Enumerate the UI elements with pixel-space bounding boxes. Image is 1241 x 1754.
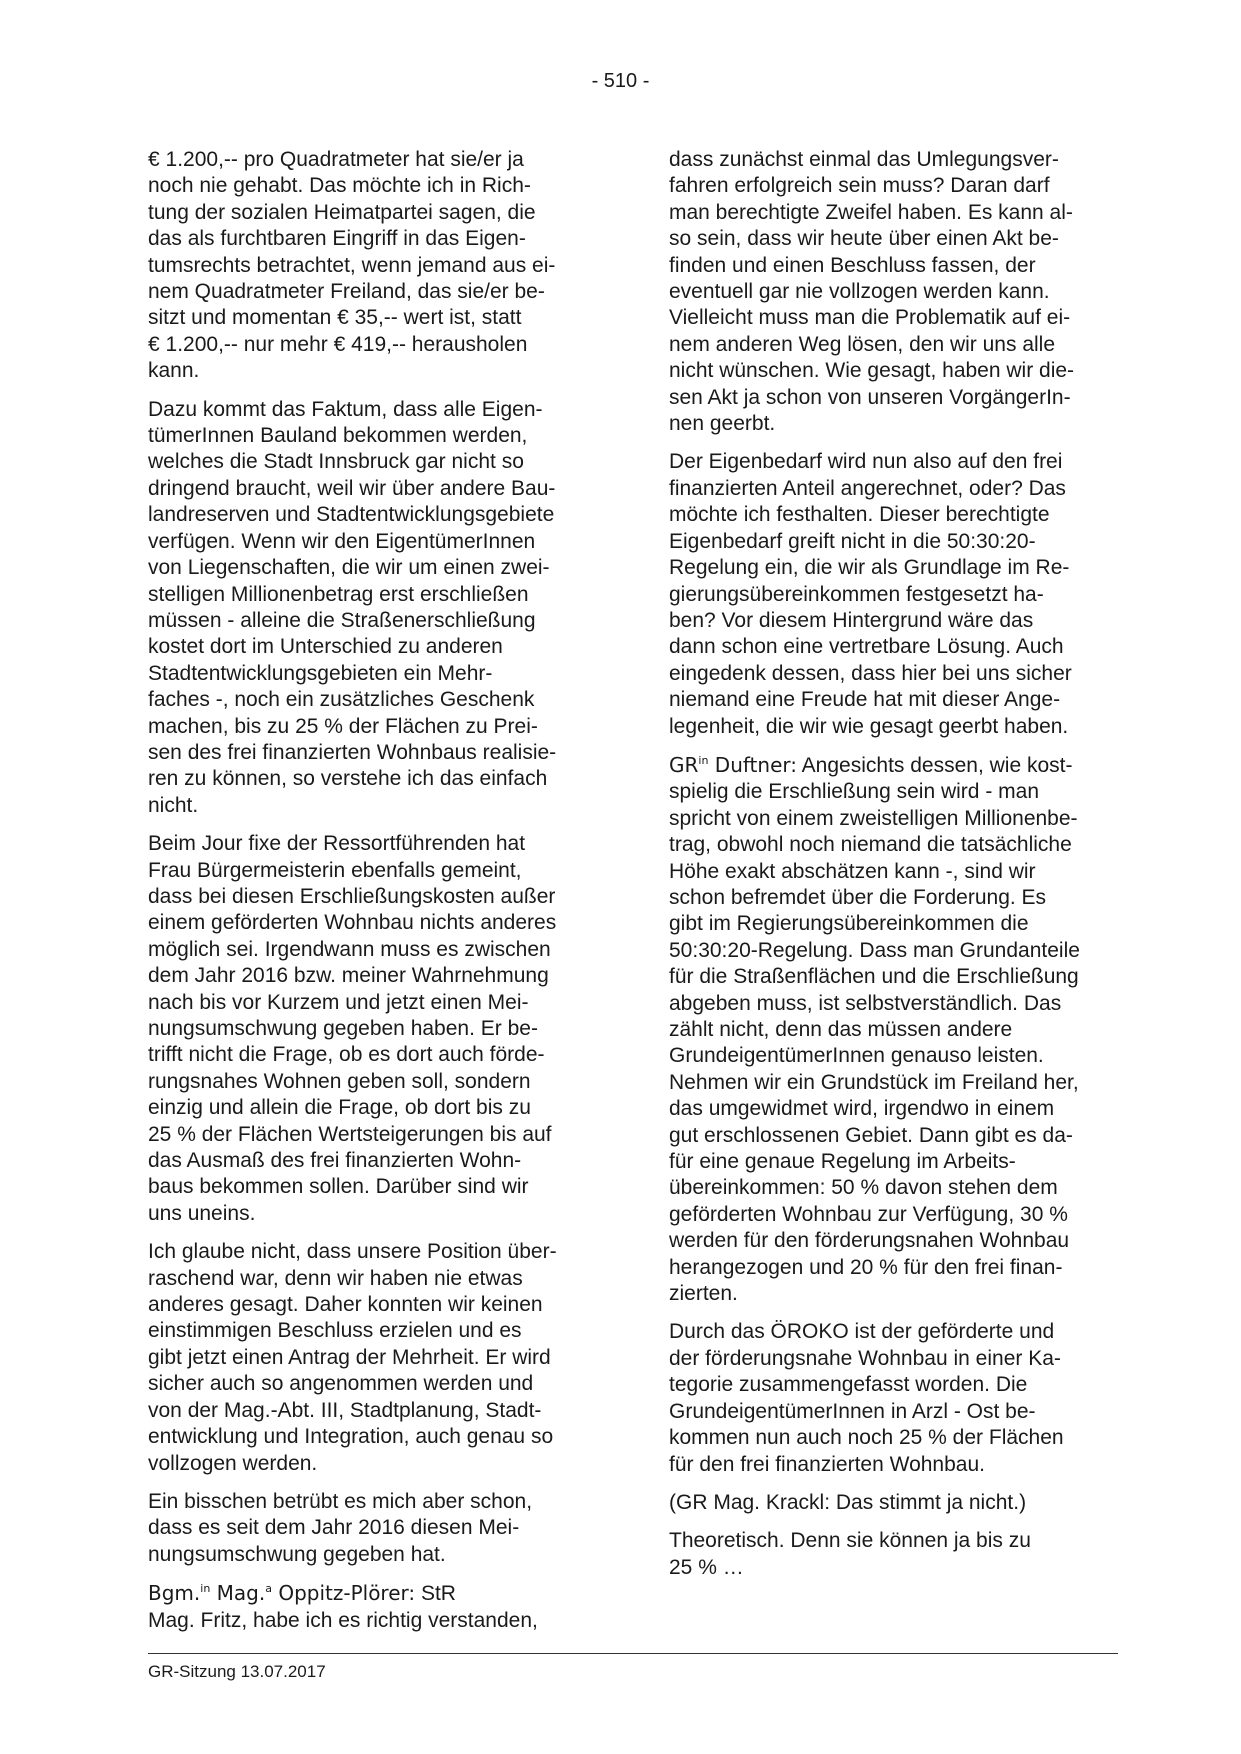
- paragraph: Ein bisschen betrübt es mich aber schon, dass es seit dem Jahr 2016 diesen Mei- nungsumschwung gegeben hat.: [148, 1489, 533, 1566]
- speech-text: Angesichts dessen, wie kost- spielig die Erschließung sein wird - man spricht von einem zweistelligen Millionenbe- trag, obwohl noch niemand die tatsächliche Höhe exakt abschätzen kann -, sind wir schon befremdet über die Forderung. Es gibt im Regierungsübereinkommen die 50:30:20-Regelung. Dass man Grundanteile für die Straßenflächen und die Erschließung abgeben muss, ist selbstverständlich. Das zählt nicht, denn das müssen andere GrundeigentümerInnen genauso leisten. Nehmen wir ein Grundstück im Freiland her, das umgewidmet wird, irgendwo in einem gut erschlossenen Gebiet. Dann gibt es da- für eine genaue Regelung im Arbeits- übereinkommen: 50 % davon stehen dem geförderten Wohnbau zur Verfügung, 30 % werden für den förderungsnahen Wohnbau herangezogen und 20 % für den frei finan- zierten.: [669, 753, 1080, 1306]
- paragraph: Theoretisch. Denn sie können ja bis zu 25 % …: [669, 1529, 1031, 1579]
- page-number: - 510 -: [591, 70, 650, 92]
- paragraph: Beim Jour fixe der Ressortführenden hat Frau Bürgermeisterin ebenfalls gemeint, dass bei diesen Erschließungskosten außer einem geförderten Wohnbau nichts anderes möglich sei. Irgendwann muss es zwischen dem Jahr 2016 bzw. meiner Wahrnehmung nach bis vor Kurzem und jetzt einen Mei- nungsumschwung gegeben haben. Er be- trifft nicht die Frage, ob es dort auch förde- rungsnahes Wohnen geben soll, sondern einzig und allein die Frage, ob dort bis zu 25 % der Flächen Wertsteigerungen bis auf das Ausmaß des frei finanzierten Wohn- baus bekommen sollen. Darüber sind wir uns uneins.: [148, 832, 557, 1225]
- speaker-name: Bgm.$^{in}$ Mag.$^a$ Oppitz-Plörer:: [148, 1581, 416, 1606]
- footer-divider: [148, 1653, 1118, 1654]
- speaker-paragraph: [148, 1580, 597, 1634]
- footer-session-date: GR-Sitzung 13.07.2017: [148, 1662, 326, 1681]
- speech-text: StR Mag. Fritz, habe ich es richtig verstanden,: [148, 1582, 538, 1632]
- interjection: (GR Mag. Krackl: Das stimmt ja nicht.): [669, 1490, 1027, 1514]
- paragraph: Der Eigenbedarf wird nun also auf den frei finanzierten Anteil angerechnet, oder? Das möchte ich festhalten. Dieser berechtigte Eigenbedarf greift nicht in die 50:30:20- Regelung ein, die wir als Grundlage im Re- gierungsübereinkommen festgesetzt ha- ben? Vor diesem Hintergrund wäre das dann schon eine vertretbare Lösung. Auch eingedenk dessen, dass hier bei uns sicher niemand eine Freude hat mit dieser Ange- legenheit, die wir wie gesagt geerbt haben.: [669, 450, 1072, 738]
- paragraph: Dazu kommt das Faktum, dass alle Eigen- tümerInnen Bauland bekommen werden, welches die Stadt Innsbruck gar nicht so dringend braucht, weil wir über andere Bau- landreserven und Stadtentwicklungsgebiete verfügen. Wenn wir den EigentümerInnen von Liegenschaften, die wir um einen zwei- stelligen Millionenbetrag erst erschließen müssen - alleine die Straßenerschließung kostet dort im Unterschied zu anderen Stadtentwicklungsgebieten ein Mehr- faches -, noch ein zusätzliches Geschenk machen, bis zu 25 % der Flächen zu Prei- sen des frei finanzierten Wohnbaus realisie- ren zu können, so verstehe ich das einfach nicht.: [148, 397, 557, 817]
- paragraph: Ich glaube nicht, dass unsere Position über- raschend war, denn wir haben nie etwas anderes gesagt. Daher konnten wir keinen einstimmigen Beschluss erzielen und es gibt jetzt einen Antrag der Mehrheit. Er wird sicher auch so angenommen werden und von der Mag.-Abt. III, Stadtplanung, Stadt- entwicklung und Integration, auch genau so vollzogen werden.: [148, 1240, 557, 1475]
- paragraph: dass zunächst einmal das Umlegungsver- fahren erfolgreich sein muss? Daran darf man berechtigte Zweifel haben. Es kann al- so sein, dass wir heute über einen Akt be- finden und einen Beschluss fassen, der eventuell gar nie vollzogen werden kann. Vielleicht muss man die Problematik auf ei- nem anderen Weg lösen, den wir uns alle nicht wünschen. Wie gesagt, haben wir die- sen Akt ja schon von unseren VorgängerIn- nen geerbt.: [669, 148, 1075, 436]
- speaker-name: $GR^{in}$ Duftner:: [669, 752, 797, 777]
- speaker-paragraph: [669, 752, 1118, 1308]
- left-column: [148, 147, 597, 1646]
- paragraph: Durch das ÖROKO ist der geförderte und der förderungsnahe Wohnbau in einer Ka- tegorie zusammengefasst worden. Die GrundeigentümerInnen in Arzl - Ost be- kommen nun auch noch 25 % der Flächen für den frei finanzierten Wohnbau.: [669, 1320, 1064, 1476]
- paragraph: € 1.200,-- pro Quadratmeter hat sie/er ja noch nie gehabt. Das möchte ich in Rich- tung der sozialen Heimatpartei sagen, die das als furchtbaren Eingriff in das Eigen- tumsrechts betrachtet, wenn jemand aus ei- nem Quadratmeter Freiland, das sie/er be- sitzt und momentan € 35,-- wert ist, statt € 1.200,-- nur mehr € 419,-- herausholen kann.: [148, 148, 556, 383]
- right-column: [669, 147, 1118, 1593]
